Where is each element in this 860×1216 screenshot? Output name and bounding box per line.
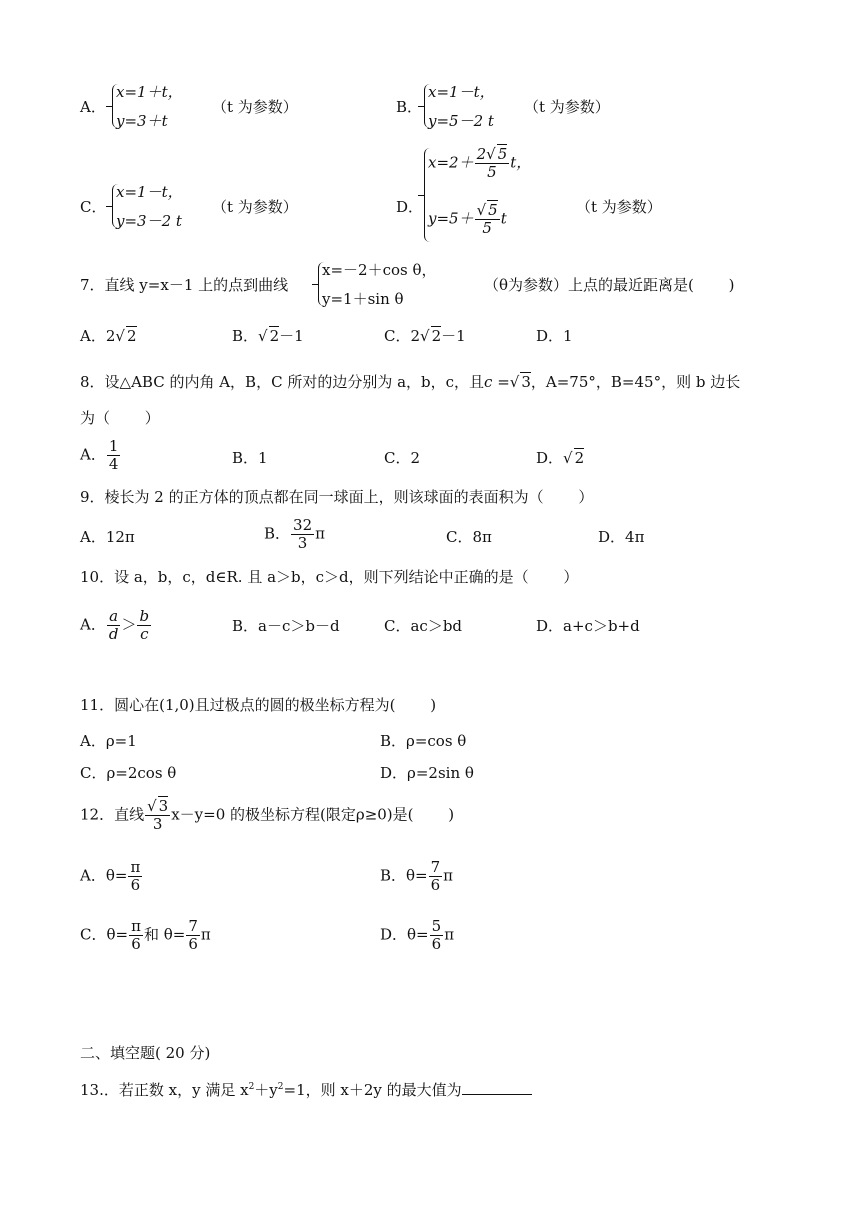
q12-d-den: 6 bbox=[431, 935, 442, 953]
q12-stem-post: x－y=0 的极坐标方程(限定ρ≥0)是( ) bbox=[171, 805, 455, 824]
q8-option-d: D．√ 2 bbox=[536, 449, 585, 467]
q10-a-den2: c bbox=[140, 625, 149, 643]
q11-stem: 11．圆心在(1,0)且过极点的圆的极坐标方程为( ) bbox=[80, 696, 437, 714]
q6-d-line2: y=5＋ $\frac{√ 5}{5}$ t bbox=[428, 201, 507, 237]
q10-a-num2: b bbox=[139, 607, 150, 625]
q9-option-a: A．12π bbox=[80, 528, 135, 546]
q10-stem: 10．设 a，b，c，d∈R. 且 a＞b，c＞d，则下列结论中正确的是（ ） bbox=[80, 568, 579, 586]
q7-b-label: B． bbox=[232, 327, 259, 345]
q6-d-line2-rad: 5 bbox=[488, 201, 498, 219]
q6-d-line1-post: t， bbox=[510, 153, 532, 172]
q8-line1-pre: 8．设△ABC 的内角 A，B，C 所对的边分别为 a，b，c，且 bbox=[80, 373, 485, 391]
q6-c-label: C． bbox=[80, 198, 107, 216]
q9-option-b bbox=[264, 517, 325, 552]
q8-line2: 为（ ） bbox=[80, 409, 160, 427]
q12-option-a bbox=[80, 859, 143, 894]
q12-num-rad: 3 bbox=[158, 797, 169, 815]
q6-d-line1-num: 2 bbox=[476, 145, 487, 163]
q7-c-label: C．2 bbox=[384, 327, 421, 345]
q6-d-line1-den: 5 bbox=[487, 163, 497, 181]
q9-option-c: C．8π bbox=[446, 528, 492, 546]
q7-sys-line2: y=1＋sin θ bbox=[322, 290, 404, 308]
q6-d-note: （t 为参数） bbox=[576, 198, 662, 216]
q12-d-post: π bbox=[444, 925, 455, 944]
q8-line1-post: ，A=75°，B=45°，则 b 边长 bbox=[530, 373, 741, 391]
q6-c-line2: y=3－2 t bbox=[116, 212, 182, 230]
q8-c-rad: 3 bbox=[521, 373, 531, 391]
q11-option-b: B．ρ=cos θ bbox=[380, 732, 467, 750]
q6-d-line1-pre: x=2＋ bbox=[428, 153, 474, 172]
q6-b-note: （t 为参数） bbox=[524, 98, 610, 116]
q12-b-label: B．θ= bbox=[380, 866, 428, 885]
q13-sup1: 2 bbox=[248, 1082, 255, 1092]
q7-b-post: －1 bbox=[279, 327, 304, 345]
q13-stem bbox=[80, 1080, 532, 1100]
q8-option-b: B．1 bbox=[232, 449, 268, 467]
q12-c-post: π bbox=[200, 925, 211, 944]
q8-a-den: 4 bbox=[108, 455, 119, 473]
q10-option-c: C．ac＞bd bbox=[384, 617, 463, 635]
q6-d-label: D． bbox=[396, 198, 424, 216]
q12-c-label: C．θ= bbox=[80, 925, 129, 944]
q10-option-d: D．a+c＞b+d bbox=[536, 617, 640, 635]
q12-option-d bbox=[380, 918, 454, 953]
q10-option-b: B．a－c＞b－d bbox=[232, 617, 340, 635]
q8-c-eq: c = bbox=[484, 373, 510, 391]
q9-b-post: π bbox=[315, 524, 325, 543]
q10-a-op: ＞ bbox=[121, 615, 137, 634]
q12-stem-pre: 12．直线 bbox=[80, 805, 145, 824]
q7-option-c: C．2√ 2－1 bbox=[384, 327, 466, 345]
q8-line1: 8．设△ABC 的内角 A，B，C 所对的边分别为 a，b，c，且c =√ 3，A=75°，B=45°，则 b 边长 bbox=[80, 373, 741, 391]
q6-b-line2: y=5－2 t bbox=[428, 112, 494, 130]
q6-a-line2: y=3＋t bbox=[116, 112, 168, 130]
q9-b-label: B． bbox=[264, 524, 291, 543]
q11-option-c: C．ρ=2cos θ bbox=[80, 764, 177, 782]
q6-d-line1: x=2＋ $\frac{2√ 5}{5}$ t， bbox=[428, 145, 532, 181]
q8-d-rad: 2 bbox=[574, 449, 585, 467]
q13-answer-blank[interactable] bbox=[462, 1080, 532, 1095]
q12-c-num: π bbox=[131, 917, 141, 935]
q9-option-d: D．4π bbox=[598, 528, 645, 546]
q12-a-num: π bbox=[130, 858, 141, 876]
q10-a-num1: a bbox=[109, 607, 119, 625]
q9-stem: 9．棱长为 2 的正方体的顶点都在同一球面上，则该球面的表面积为（ ） bbox=[80, 488, 594, 506]
q7-a-label: A．2 bbox=[80, 327, 116, 345]
q10-a-den1: d bbox=[108, 625, 119, 643]
q7-option-d: D．1 bbox=[536, 327, 573, 345]
q6-b-line1: x=1－t， bbox=[428, 83, 495, 101]
q6-a-line1: x=1＋t， bbox=[116, 83, 183, 101]
q7-sys-line1: x=－2＋cos θ， bbox=[322, 261, 437, 279]
q10-option-a bbox=[80, 608, 152, 643]
q7-c-post: －1 bbox=[441, 327, 466, 345]
q8-option-c: C．2 bbox=[384, 449, 421, 467]
q6-d-line2-post: t bbox=[500, 209, 507, 228]
q6-c-note: （t 为参数） bbox=[212, 198, 298, 216]
q12-option-b bbox=[380, 859, 453, 894]
q12-b-den: 6 bbox=[430, 876, 441, 894]
q7-a-rad: 2 bbox=[126, 327, 137, 345]
q7-c-rad: 2 bbox=[431, 327, 442, 345]
q12-d-label: D．θ= bbox=[380, 925, 429, 944]
q12-a-label: A．θ= bbox=[80, 866, 128, 885]
q12-c-den: 6 bbox=[131, 935, 141, 953]
q7-b-rad: 2 bbox=[269, 327, 280, 345]
q8-a-label: A． bbox=[80, 445, 106, 464]
q12-c-mid: 和 θ= bbox=[143, 925, 186, 944]
q7-option-b: B．√ 2－1 bbox=[232, 327, 304, 345]
q6-c-line1: x=1－t， bbox=[116, 183, 183, 201]
section2-title: 二、填空题( 20 分) bbox=[80, 1044, 211, 1062]
q6-d-line2-pre: y=5＋ bbox=[428, 209, 474, 228]
q9-b-den: 3 bbox=[297, 534, 308, 552]
q13-sup2: 2 bbox=[277, 1082, 284, 1092]
q12-a-den: 6 bbox=[130, 876, 141, 894]
q12-den: 3 bbox=[152, 815, 163, 833]
q6-b-label: B． bbox=[396, 98, 423, 116]
q8-d-label: D． bbox=[536, 449, 564, 467]
q6-a-label: A． bbox=[80, 98, 106, 116]
q8-option-a bbox=[80, 438, 121, 473]
q12-option-c bbox=[80, 918, 211, 953]
q11-option-a: A．ρ=1 bbox=[80, 732, 137, 750]
q12-b-post: π bbox=[443, 866, 454, 885]
q12-stem: 12．直线 $\frac{√ 3}{3}$ x－y=0 的极坐标方程(限定ρ≥0)是( ) bbox=[80, 797, 455, 833]
q6-a-note: （t 为参数） bbox=[212, 98, 298, 116]
q10-a-label: A． bbox=[80, 615, 106, 634]
q6-d-line2-den: 5 bbox=[482, 219, 492, 237]
q13-pre: 13.．若正数 x，y 满足 x bbox=[80, 1081, 249, 1099]
q12-c-num2: 7 bbox=[188, 917, 198, 935]
q13-post: =1，则 x＋2y 的最大值为 bbox=[283, 1081, 462, 1099]
q12-d-num: 5 bbox=[431, 917, 442, 935]
q13-mid: ＋y bbox=[254, 1081, 278, 1099]
q6-d-line1-rad: 5 bbox=[497, 145, 508, 163]
q12-c-den2: 6 bbox=[188, 935, 198, 953]
q8-a-num: 1 bbox=[108, 437, 119, 455]
q9-b-num: 32 bbox=[293, 516, 313, 534]
q11-option-d: D．ρ=2sin θ bbox=[380, 764, 474, 782]
q7-stem-pre: 7．直线 y=x－1 上的点到曲线 bbox=[80, 276, 289, 294]
q7-stem-post: （θ为参数）上点的最近距离是( ) bbox=[484, 276, 735, 294]
q12-b-num: 7 bbox=[430, 858, 441, 876]
q7-option-a: A．2√ 2 bbox=[80, 327, 137, 345]
